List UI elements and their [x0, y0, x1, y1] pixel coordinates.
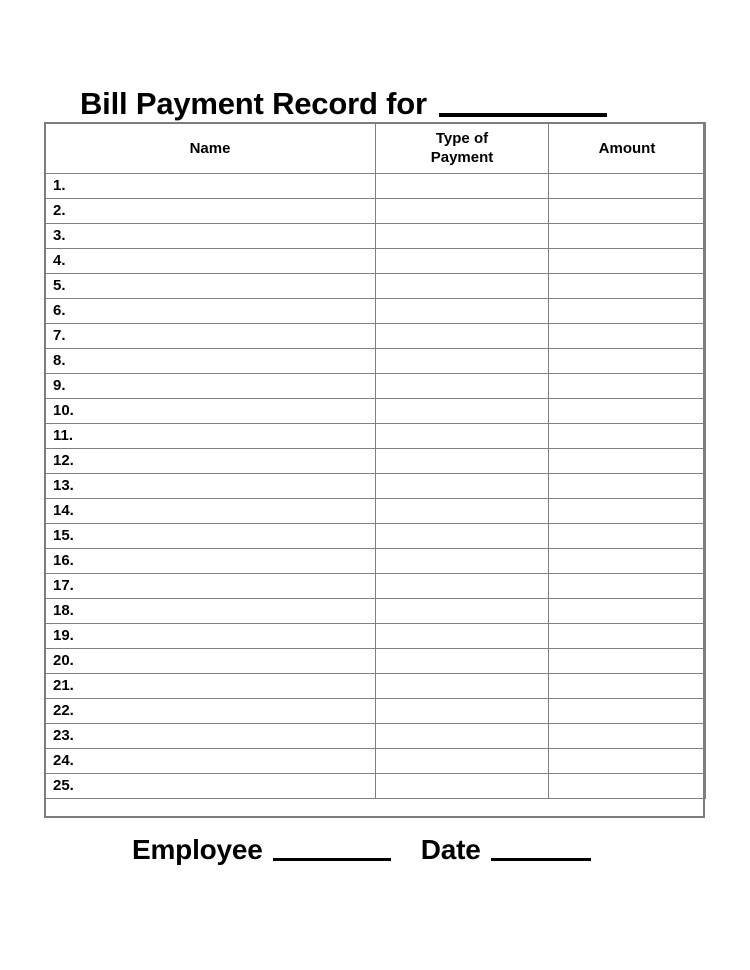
row-name-cell[interactable]: 1.	[45, 174, 376, 199]
row-type-of-payment-cell[interactable]	[376, 399, 549, 424]
row-amount-cell[interactable]	[549, 299, 706, 324]
row-amount-cell[interactable]	[549, 699, 706, 724]
row-amount-cell[interactable]	[549, 524, 706, 549]
row-name-cell[interactable]: 3.	[45, 224, 376, 249]
table-row	[45, 299, 706, 324]
row-amount-cell[interactable]	[549, 474, 706, 499]
row-type-of-payment-cell[interactable]	[376, 324, 549, 349]
table-body	[45, 174, 706, 799]
page-title-text: Bill Payment Record for	[80, 86, 427, 121]
row-type-of-payment-cell[interactable]	[376, 224, 549, 249]
date-blank-line[interactable]	[491, 858, 591, 861]
row-amount-cell[interactable]	[549, 424, 706, 449]
row-type-of-payment-cell[interactable]	[376, 174, 549, 199]
table-row	[45, 374, 706, 399]
table-row	[45, 349, 706, 374]
row-amount-cell[interactable]	[549, 749, 706, 774]
row-amount-cell[interactable]	[549, 549, 706, 574]
employee-label: Employee	[132, 834, 263, 865]
row-amount-cell[interactable]	[549, 499, 706, 524]
row-type-of-payment-cell[interactable]	[376, 199, 549, 224]
column-header-type-line2: Payment	[430, 149, 494, 166]
table-row	[45, 424, 706, 449]
row-amount-cell[interactable]	[549, 624, 706, 649]
table-row	[45, 399, 706, 424]
table-row	[45, 174, 706, 199]
row-type-of-payment-cell[interactable]	[376, 549, 549, 574]
row-name-cell[interactable]: 17.	[45, 574, 376, 599]
row-amount-cell[interactable]	[549, 374, 706, 399]
row-amount-cell[interactable]	[549, 324, 706, 349]
row-name-cell[interactable]: 25.	[45, 774, 376, 799]
row-type-of-payment-cell[interactable]	[376, 499, 549, 524]
row-type-of-payment-cell[interactable]	[376, 574, 549, 599]
row-type-of-payment-cell[interactable]	[376, 449, 549, 474]
row-amount-cell[interactable]	[549, 449, 706, 474]
column-header-amount-label: Amount	[598, 139, 656, 157]
row-type-of-payment-cell[interactable]	[376, 674, 549, 699]
row-name-cell[interactable]: 9.	[45, 374, 376, 399]
row-type-of-payment-cell[interactable]	[376, 374, 549, 399]
row-name-cell[interactable]: 18.	[45, 599, 376, 624]
table-row	[45, 549, 706, 574]
table-row	[45, 449, 706, 474]
table-row	[45, 499, 706, 524]
table-row	[45, 224, 706, 249]
row-type-of-payment-cell[interactable]	[376, 699, 549, 724]
table-header-row	[45, 123, 706, 174]
row-name-cell[interactable]: 20.	[45, 649, 376, 674]
table-row	[45, 749, 706, 774]
row-name-cell[interactable]: 21.	[45, 674, 376, 699]
row-name-cell[interactable]: 2.	[45, 199, 376, 224]
row-amount-cell[interactable]	[549, 399, 706, 424]
row-type-of-payment-cell[interactable]	[376, 524, 549, 549]
row-type-of-payment-cell[interactable]	[376, 749, 549, 774]
table-row	[45, 674, 706, 699]
row-amount-cell[interactable]	[549, 724, 706, 749]
row-type-of-payment-cell[interactable]	[376, 774, 549, 799]
table-row	[45, 524, 706, 549]
row-type-of-payment-cell[interactable]	[376, 624, 549, 649]
column-header-amount	[549, 123, 706, 174]
row-name-cell[interactable]: 15.	[45, 524, 376, 549]
row-name-cell[interactable]: 13.	[45, 474, 376, 499]
row-name-cell[interactable]: 6.	[45, 299, 376, 324]
row-name-cell[interactable]: 8.	[45, 349, 376, 374]
row-name-cell[interactable]: 23.	[45, 724, 376, 749]
row-name-cell[interactable]: 10.	[45, 399, 376, 424]
table-row	[45, 324, 706, 349]
page-title	[80, 79, 680, 121]
table-row	[45, 249, 706, 274]
row-name-cell[interactable]: 16.	[45, 549, 376, 574]
table-row	[45, 624, 706, 649]
row-name-cell[interactable]: 5.	[45, 274, 376, 299]
table-row	[45, 199, 706, 224]
date-label: Date	[420, 834, 481, 865]
row-name-cell[interactable]: 22.	[45, 699, 376, 724]
row-type-of-payment-cell[interactable]	[376, 649, 549, 674]
table-row	[45, 699, 706, 724]
row-amount-cell[interactable]	[549, 199, 706, 224]
row-name-cell[interactable]: 12.	[45, 449, 376, 474]
signature-footer	[132, 826, 591, 866]
row-name-cell[interactable]: 14.	[45, 499, 376, 524]
row-amount-cell[interactable]	[549, 774, 706, 799]
row-amount-cell[interactable]	[549, 274, 706, 299]
table-row	[45, 599, 706, 624]
table-row	[45, 724, 706, 749]
row-type-of-payment-cell[interactable]	[376, 474, 549, 499]
table-row	[45, 774, 706, 799]
row-type-of-payment-cell[interactable]	[376, 724, 549, 749]
row-amount-cell[interactable]	[549, 224, 706, 249]
row-name-cell[interactable]: 11.	[45, 424, 376, 449]
column-header-type-of-payment	[376, 123, 549, 174]
row-amount-cell[interactable]	[549, 249, 706, 274]
column-header-name-label: Name	[189, 139, 231, 157]
row-amount-cell[interactable]	[549, 599, 706, 624]
column-header-type-line1: Type of	[435, 130, 489, 147]
bill-payment-table	[44, 122, 706, 799]
row-amount-cell[interactable]	[549, 674, 706, 699]
table-row	[45, 574, 706, 599]
row-type-of-payment-cell[interactable]	[376, 424, 549, 449]
table-row	[45, 474, 706, 499]
table-row	[45, 274, 706, 299]
table-header	[45, 123, 706, 174]
row-name-cell[interactable]: 7.	[45, 324, 376, 349]
row-type-of-payment-cell[interactable]	[376, 274, 549, 299]
row-amount-cell[interactable]	[549, 174, 706, 199]
column-header-name	[45, 123, 376, 174]
row-type-of-payment-cell[interactable]	[376, 299, 549, 324]
row-name-cell[interactable]: 24.	[45, 749, 376, 774]
row-amount-cell[interactable]	[549, 349, 706, 374]
row-type-of-payment-cell[interactable]	[376, 599, 549, 624]
title-blank-line[interactable]	[439, 113, 607, 117]
table-row	[45, 649, 706, 674]
employee-blank-line[interactable]	[273, 858, 391, 861]
row-amount-cell[interactable]	[549, 574, 706, 599]
row-type-of-payment-cell[interactable]	[376, 249, 549, 274]
row-amount-cell[interactable]	[549, 649, 706, 674]
row-name-cell[interactable]: 4.	[45, 249, 376, 274]
row-type-of-payment-cell[interactable]	[376, 349, 549, 374]
row-name-cell[interactable]: 19.	[45, 624, 376, 649]
